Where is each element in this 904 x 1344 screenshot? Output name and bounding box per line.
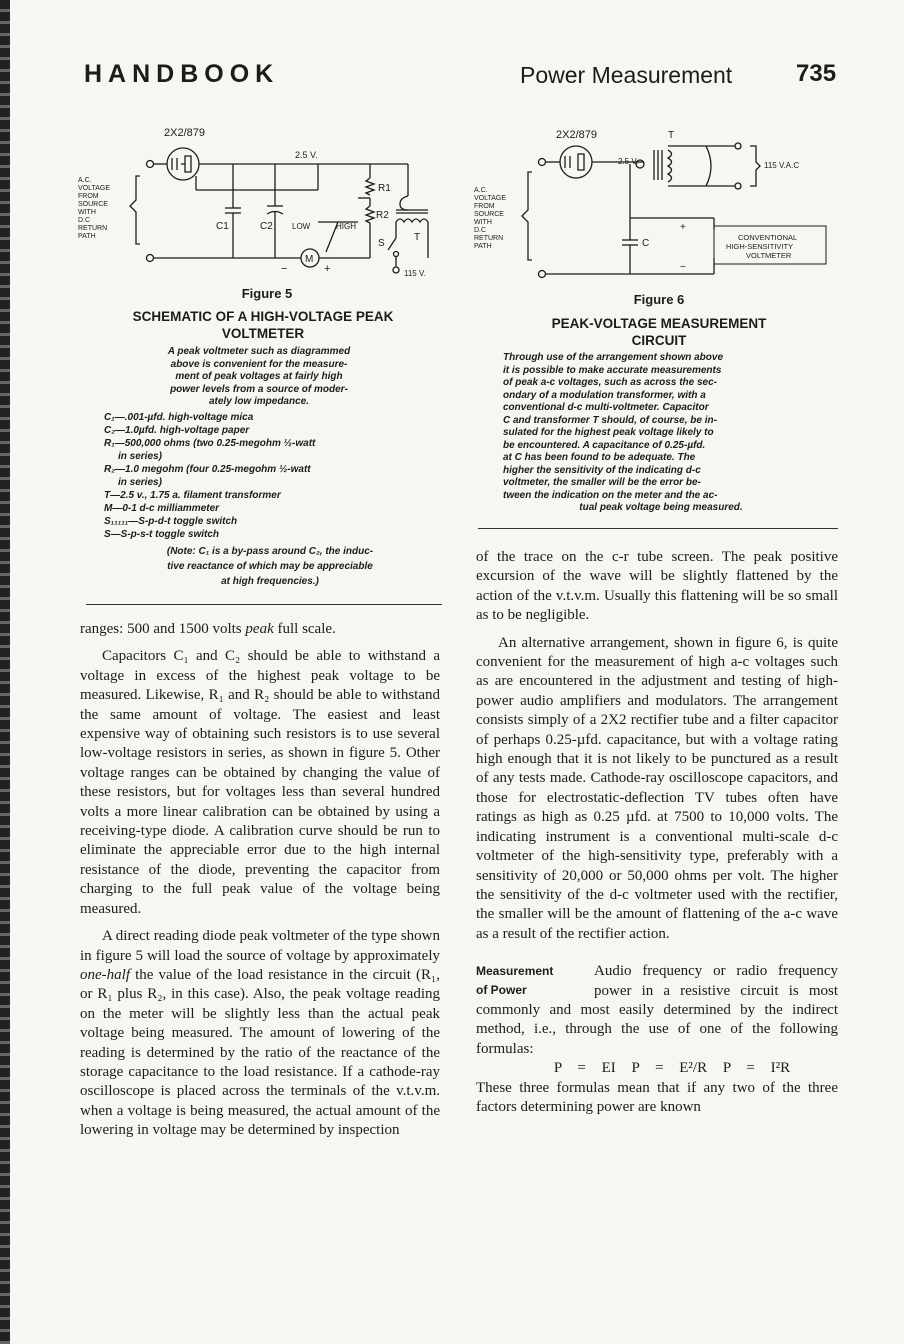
figure5-parts-list: C₁—.001-µfd. high-voltage mica C₂—1.0µfd. high-voltage paper R₁—500,000 ohms (two 0.25-megohm ½-watt in series) R₂—1.0 megohm (four 0.25-megohm ½-watt in series) T—2.5 v., 1.75 a. filament transformer M—0-1 d-c milliammeter S₁₁₁₁₁—S-p-d-t toggle switch S—S-p-s-t toggle switch [104,412,316,540]
figure6-bottom-rule [478,528,838,529]
fig5-meter-label: M [305,254,314,265]
figure6-title: PEAK-VOLTAGE MEASUREMENT CIRCUIT [551,316,767,348]
left-paragraph-2: Capacitors C₁ and C₂ should be able to withstand a voltage in excess of the highest peak voltage to be measured. Likewise, R₁ and R₂ should be able to withstand the same amount of voltage. The easiest and least expensive way of obtaining such resistors is to use several low-voltage resistors in series, as shown in figure 5. Other voltage ranges can be obtained by changing the value of these resistors, but for voltages less than several hundred volts a more linear calibration can be obtained by using a receiving-type diode. A calibration curve should be run to eliminate the appreciable error due to the high internal resistance of the diode, preventing the capacitor from charging to the full peak value of the voltage being measured. [80,648,440,917]
figure6-schematic [470,122,836,287]
fig6-capacitor-label: C [642,238,650,249]
fig6-transformer-t [668,150,672,182]
fig5-transformer-t [396,219,428,222]
page-number: 735 [796,60,837,87]
figure5-bottom-rule [86,604,442,605]
svg-text:D.C: D.C [474,227,487,234]
svg-text:PATH: PATH [474,243,492,250]
figure6-label: Figure 6 [633,292,685,307]
right-column-text [476,548,838,1117]
fig5-c1-label: C1 [216,221,229,232]
right-paragraph-3: Audio frequency or radio frequency power in a resistive circuit is most commonly and most easily determined by the indirect method, i.e., through the use of one of the following formulas: [476,963,838,1057]
section-label-measurement-of-power: Measurement of Power [476,964,554,998]
svg-text:PATH: PATH [78,233,96,240]
svg-text:A.C.: A.C. [78,177,92,184]
fig5-tube-label: 2X2/879 [164,127,205,139]
figure5-schematic [78,118,448,290]
figure5-note: (Note: C₁ is a by-pass around C₂, the induc- tive reactance of which may be appreciable at high frequencies.) [166,546,374,587]
fig5-mains-terminal [393,267,399,273]
fig6-minus: − [680,262,686,273]
fig6-input-terminal [539,159,546,166]
fig5-r2-label: R2 [376,210,389,221]
svg-text:FROM: FROM [474,203,495,210]
fig5-r2-resistor [366,206,374,223]
svg-text:D.C: D.C [78,217,91,224]
fig6-plus: + [680,222,686,233]
fig5-source-label [78,177,110,240]
fig5-transformer-label: T [414,232,421,243]
figure5-title: SCHEMATIC OF A HIGH-VOLTAGE PEAK VOLTMETER [132,309,394,341]
figure5-label: Figure 5 [241,286,293,301]
fig5-filament-label: 2.5 V. [295,150,318,160]
page-binding-edge [0,0,10,1344]
fig5-high-label: HIGH [336,222,356,231]
fig6-transformer-label: T [668,130,675,141]
left-paragraph-1: ranges: 500 and 1500 volts peak full scale. [80,621,336,637]
figure6-caption: Through use of the arrangement shown above it is possible to make accurate measurements of peak a-c voltages, such as across the sec- ondary of a modulation transformer, with a conventional d-c multi-voltmeter. Capacitor C and transformer T should, of course, be in- sulated for the highest peak voltage likely to be encountered. A capacitance of 0.25-µfd. at C has been found to be adequate. The higher the sensitivity of the indicating d-c voltmeter, the smaller will be the error be- tween the indication on the meter and the ac- tual peak voltage being measured. [503,352,743,513]
fig5-r1-resistor [366,178,374,195]
svg-text:VOLTAGE: VOLTAGE [78,185,111,192]
fig5-meter-plus: + [324,263,331,275]
fig6-return-terminal [539,271,546,278]
svg-text:VOLTMETER: VOLTMETER [746,251,792,260]
svg-text:FROM: FROM [78,193,99,200]
fig6-filament-label: 2.5 V. [618,157,639,166]
right-paragraph-1: of the trace on the c-r tube screen. The peak positive excursion of the wave will be slightly flattened by the action of the v.t.v.m. Usually this flattening will be so small as to be negligible. [476,549,838,624]
fig5-r1-label: R1 [378,183,391,194]
fig5-switch-s-label: S [378,238,385,249]
svg-text:WITH: WITH [78,209,96,216]
svg-text:VOLTAGE: VOLTAGE [474,195,507,202]
fig6-voltmeter-label [726,233,797,260]
left-paragraph-3: A direct reading diode peak voltmeter of the type shown in figure 5 will load the source of voltage by approximately one-half the value of the load resistance in the circuit (R₁, or R₁ plus R₂, in this case). Also, the peak voltage reading on the meter will be slightly less than the actual peak voltage being measured. The amount of lowering of the reading is determined by the ratio of the reactance of the storage capacitance to the load resistance. If a cathode-ray oscilloscope is placed across the terminals of the v.t.v.m. when a voltage is being measured, the actual amount of the lowering in voltage may be determined by inspection [80,928,440,1139]
fig5-meter-minus: − [281,263,288,275]
svg-text:A.C.: A.C. [474,187,488,194]
svg-text:RETURN: RETURN [78,225,108,232]
running-header-section: Power Measurement [520,62,733,88]
fig5-input-terminal [147,161,154,168]
fig6-source-label [474,187,506,250]
fig5-low-label: LOW [292,222,311,231]
right-paragraph-4: These three formulas mean that if any two of the three factors determining power are known [476,1079,838,1115]
fig5-c2-label: C2 [260,221,273,232]
fig5-mains-label: 115 V. [404,269,426,278]
right-paragraph-2: An alternative arrangement, shown in figure 6, is quite convenient for the measurement of high a-c voltages such as are encountered in the adjustment and testing of high-power audio amplifiers and modulators. The arrangement consists simply of a 2X2 rectifier tube and a filter capacitor of perhaps 0.25-µfd. capacitance, but with a voltage rating high enough that it is not likely to be punctured as a result of any tests made. Cathode-ray oscilloscope capacitors, and those for electrostatic-deflection TV tubes often have ratings as high as 0.25 µfd. at 7500 to 10,000 volts. The indicating instrument is a conventional multi-scale d-c voltmeter of the high-sensitivity type, preferably with a sensitivity of 20,000 or 50,000 ohms per volt. The higher the sensitivity of the d-c voltmeter used with the rectifier, the smaller will be the amount of flattening of the a-c wave as a result of the rectifier action. [476,634,838,942]
svg-text:HIGH-SENSITIVITY: HIGH-SENSITIVITY [726,242,794,251]
left-column-text [80,620,440,1149]
svg-text:SOURCE: SOURCE [474,211,504,218]
svg-text:CONVENTIONAL: CONVENTIONAL [738,233,798,242]
figure5-caption: A peak voltmeter such as diagrammed above is convenient for the measure- ment of peak voltages at fairly high power levels from a source of moder- ately low impedance. [167,346,351,407]
fig5-return-terminal [147,255,154,262]
svg-text:WITH: WITH [474,219,492,226]
running-header-title: HANDBOOK [84,60,280,88]
fig6-tube-label: 2X2/879 [556,129,597,141]
power-formulas: P = EI P = E²/R P = I²R [553,1060,791,1077]
svg-text:RETURN: RETURN [474,235,504,242]
fig6-mains-label: 115 V.A.C [764,161,800,170]
svg-text:SOURCE: SOURCE [78,201,108,208]
